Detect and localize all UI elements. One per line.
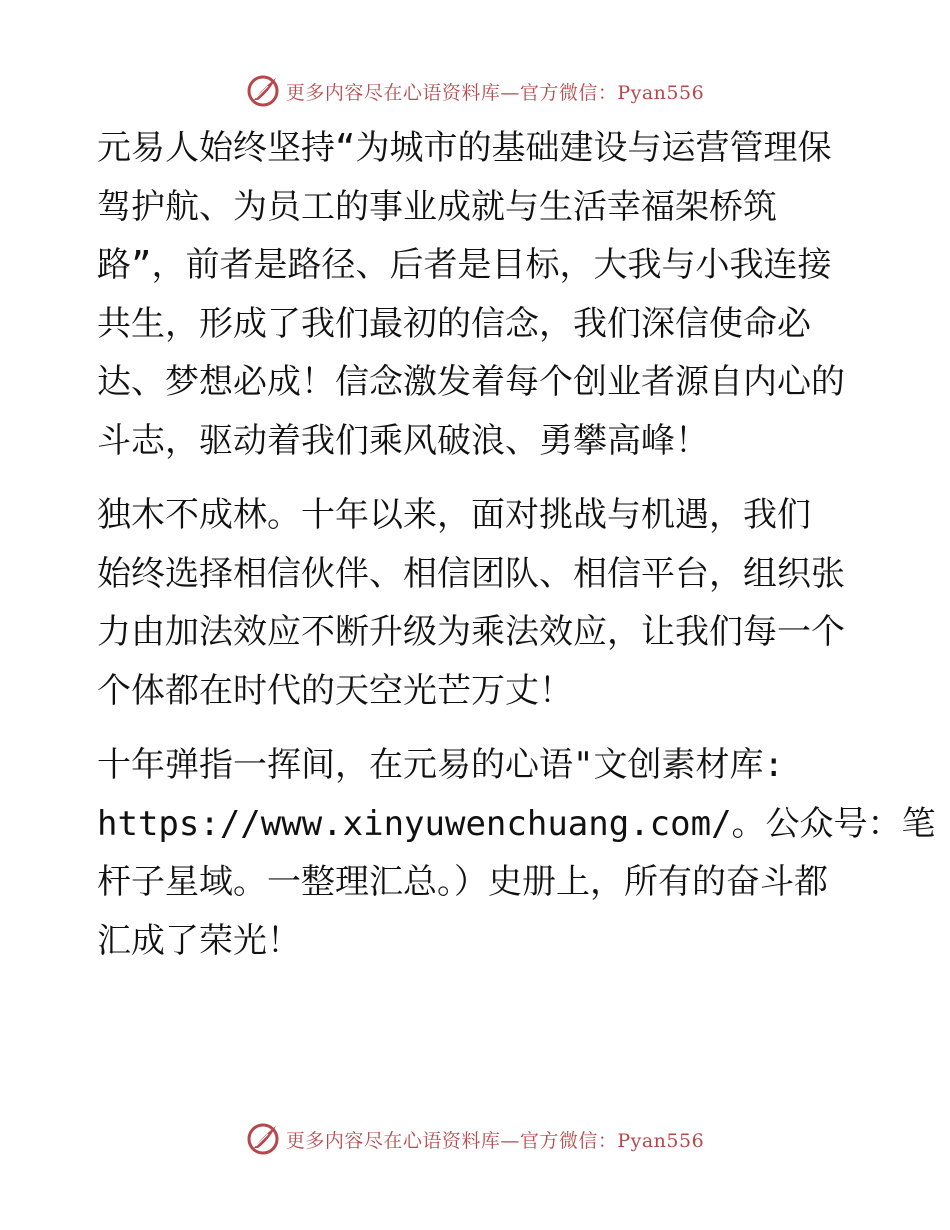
text-line: 共生，形成了我们最初的信念，我们深信使命必 [97,303,811,344]
text-line: 始终选择相信伙伴、相信团队、相信平台，组织张 [97,553,845,594]
text-line: 十年弹指一挥间，在元易的心语"文创素材库: [97,745,784,785]
header-banner [0,71,950,111]
text-line: 斗志，驱动着我们乘风破浪、勇攀高峰！ [97,420,709,461]
text-line: 达、梦想必成！信念激发着每个创业者源自内心的 [97,362,845,402]
paragraph-1 [97,119,857,470]
paragraph-3 [97,736,936,970]
text-line: 力由加法效应不断升级为乘法效应，让我们每一个 [97,612,845,652]
feather-pen-seal-icon [246,1122,280,1156]
footer-banner [0,1119,950,1159]
paragraph-2 [97,486,857,720]
feather-pen-seal-icon [246,74,280,108]
document-body [97,119,936,986]
header-text: 更多内容尽在心语资料库—官方微信：Pyan556 [285,81,705,104]
footer-text: 更多内容尽在心语资料库—官方微信：Pyan556 [285,1129,705,1152]
text-line: https://www.xinyuwenchuang.com/。公众号：笔 [97,803,936,844]
text-line: 元易人始终坚持“为城市的基础建设与运营管理保 [97,128,832,168]
text-line: 个体都在时代的天空光芒万丈！ [97,670,573,711]
text-line: 独木不成林。十年以来，面对挑战与机遇，我们 [97,495,811,535]
text-line: 汇成了荣光！ [97,920,301,961]
text-line: 路”，前者是路径、后者是目标，大我与小我连接 [97,245,832,285]
text-line: 杆子星域。一整理汇总。）史册上，所有的奋斗都 [97,862,828,902]
text-line: 驾护航、为员工的事业成就与生活幸福架桥筑 [97,186,777,227]
